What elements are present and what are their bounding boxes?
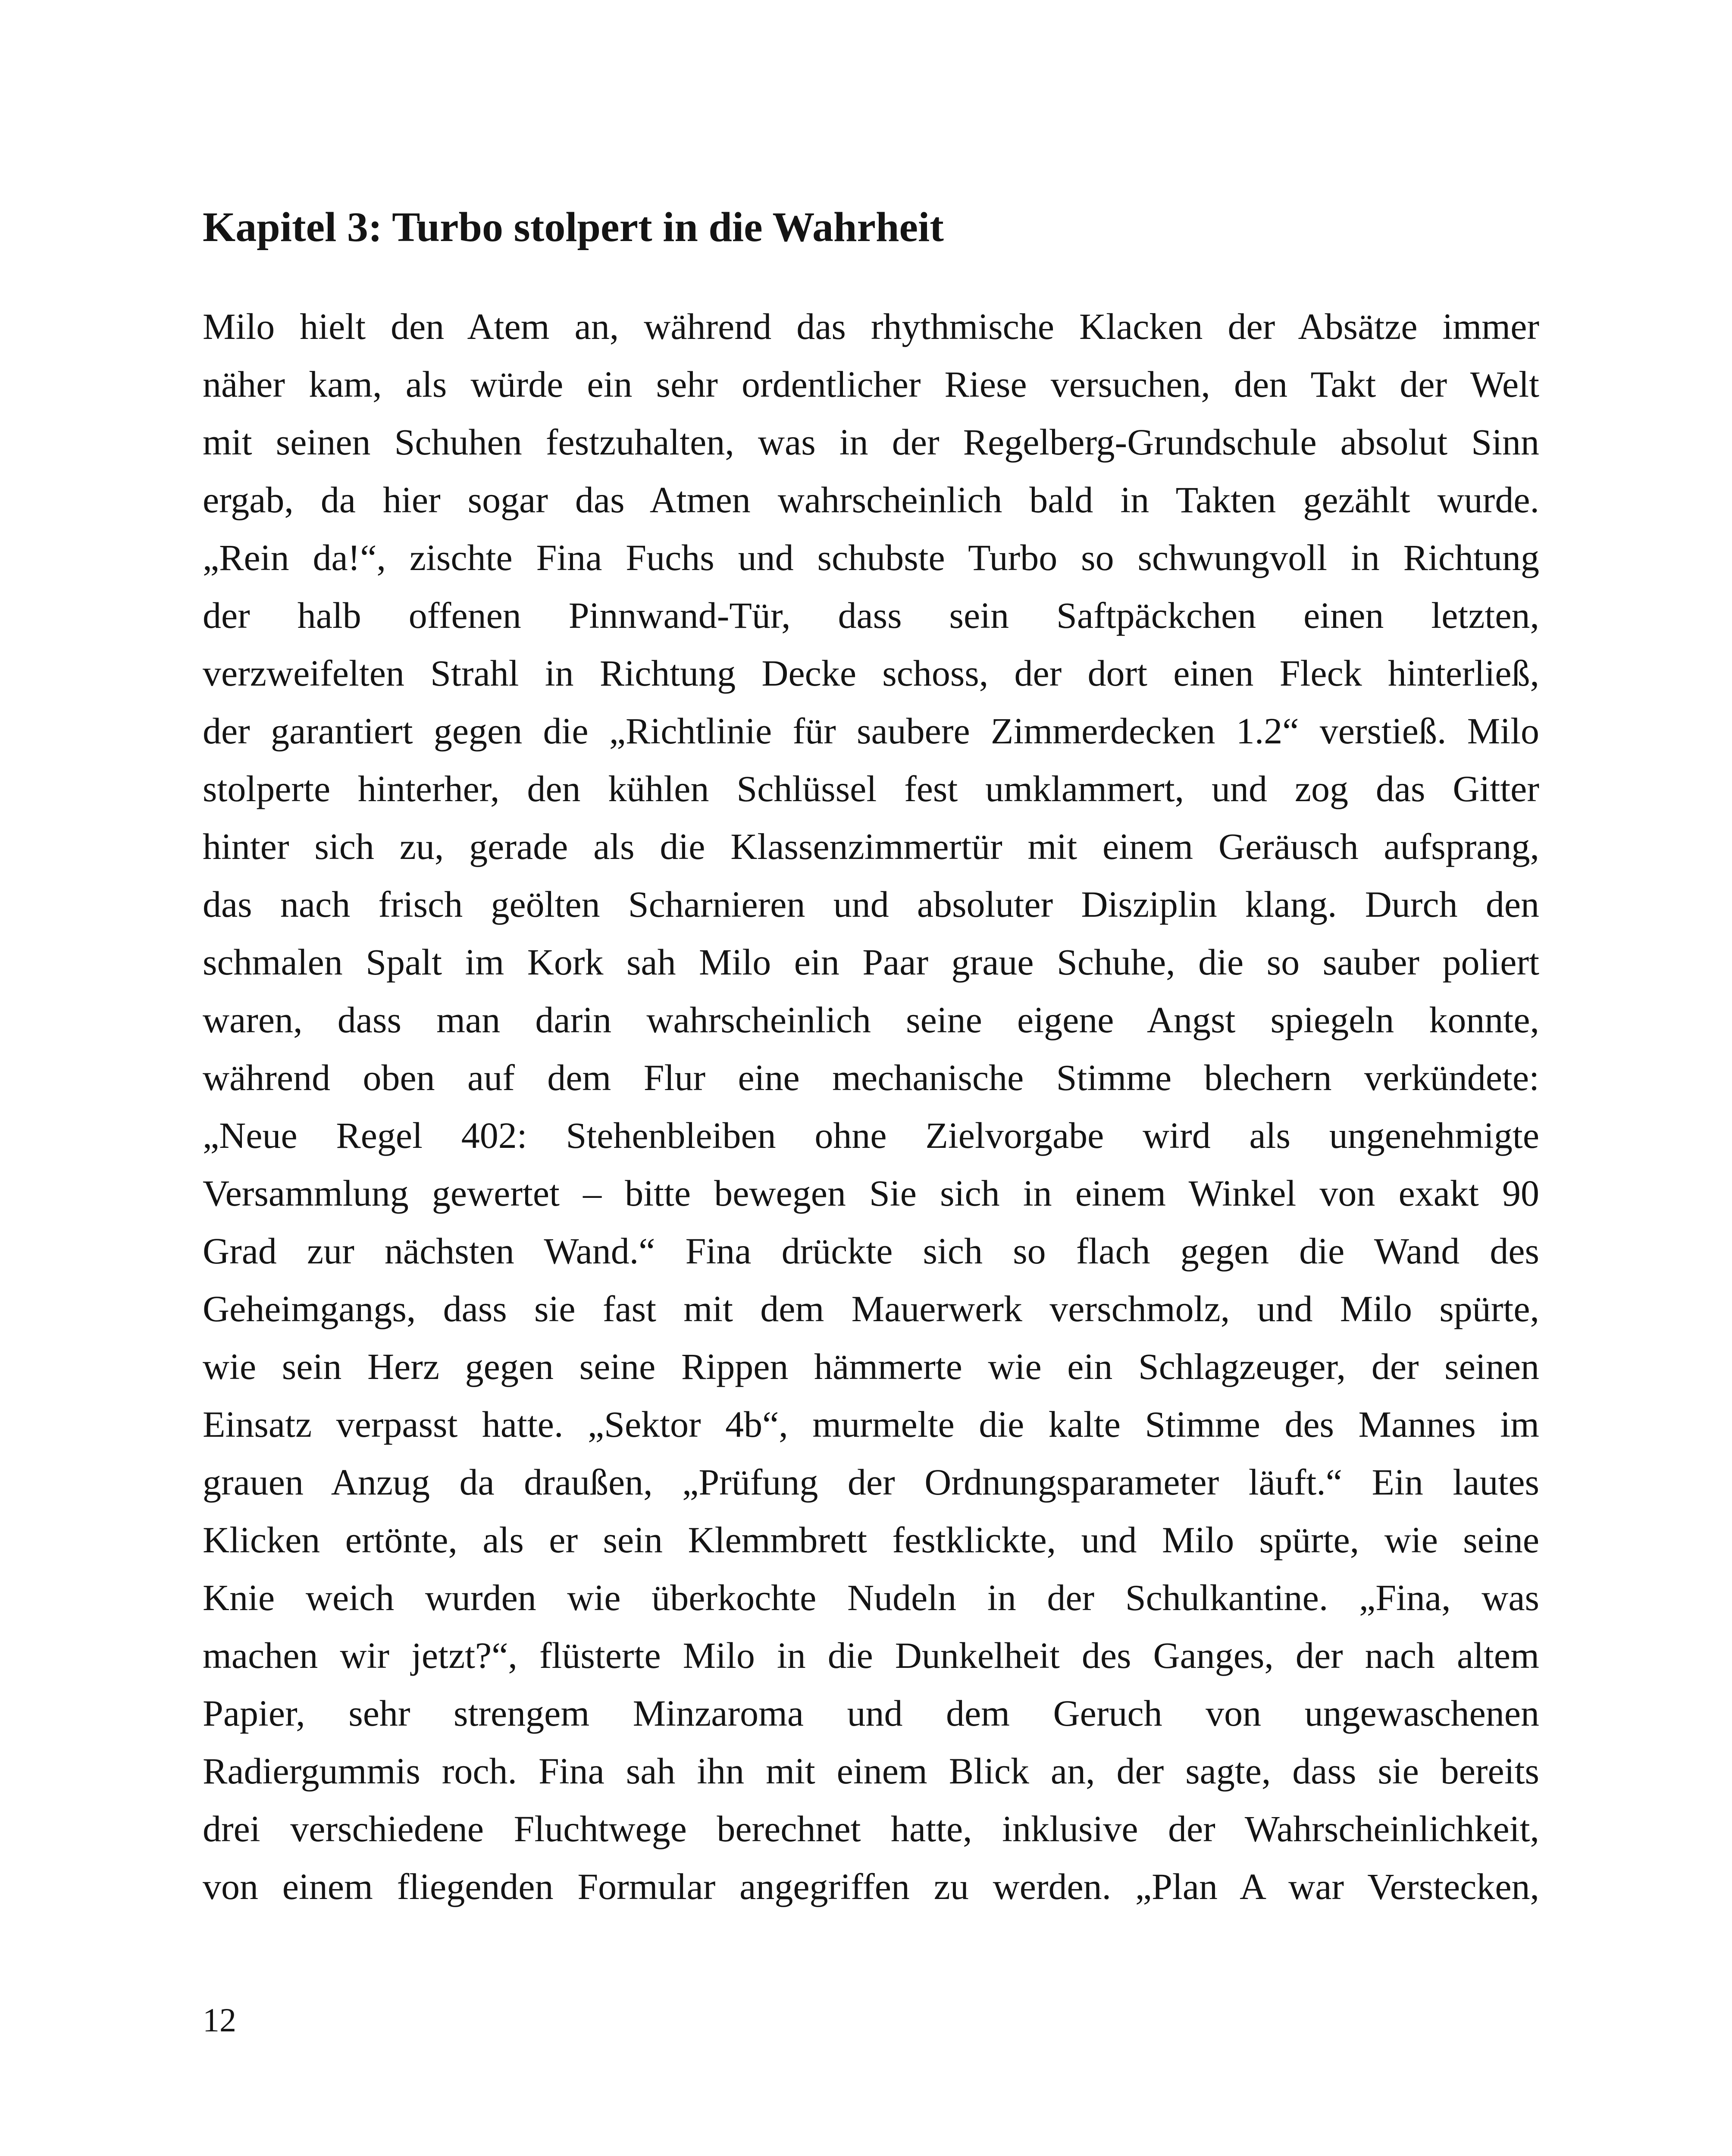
text-line: das nach frisch geölten Scharnieren und absoluter Disziplin klang. Durch den	[203, 884, 1539, 925]
text-line: „Rein da!“, zischte Fina Fuchs und schubste Turbo so schwungvoll in Richtung	[203, 537, 1539, 578]
text-line: der garantiert gegen die „Richtlinie für saubere Zimmerdecken 1.2“ verstieß. Milo	[203, 710, 1539, 752]
text-line: hinter sich zu, gerade als die Klassenzimmertür mit einem Geräusch aufsprang,	[203, 826, 1539, 867]
text-line: ergab, da hier sogar das Atmen wahrscheinlich bald in Takten gezählt wurde.	[203, 479, 1539, 520]
text-line: waren, dass man darin wahrscheinlich seine eigene Angst spiegeln konnte,	[203, 999, 1539, 1040]
chapter-title: Kapitel 3: Turbo stolpert in die Wahrheit	[203, 204, 944, 251]
text-line: Papier, sehr strengem Minzaroma und dem Geruch von ungewaschenen	[203, 1692, 1539, 1734]
text-line: Milo hielt den Atem an, während das rhythmische Klacken der Absätze immer	[203, 306, 1539, 347]
text-line: stolperte hinterher, den kühlen Schlüssel fest umklammert, und zog das Gitter	[203, 768, 1539, 809]
text-line: Klicken ertönte, als er sein Klemmbrett festklickte, und Milo spürte, wie seine	[203, 1519, 1539, 1561]
text-line: Einsatz verpasst hatte. „Sektor 4b“, murmelte die kalte Stimme des Mannes im	[203, 1404, 1539, 1445]
text-line: von einem fliegenden Formular angegriffen zu werden. „Plan A war Verstecken,	[203, 1866, 1539, 1907]
text-line: Geheimgangs, dass sie fast mit dem Mauerwerk verschmolz, und Milo spürte,	[203, 1288, 1539, 1329]
text-line: verzweifelten Strahl in Richtung Decke schoss, der dort einen Fleck hinterließ,	[203, 652, 1539, 694]
text-line: Versammlung gewertet – bitte bewegen Sie sich in einem Winkel von exakt 90	[203, 1172, 1539, 1214]
text-line: machen wir jetzt?“, flüsterte Milo in die Dunkelheit des Ganges, der nach altem	[203, 1635, 1539, 1676]
text-line: „Neue Regel 402: Stehenbleiben ohne Zielvorgabe wird als ungenehmigte	[203, 1115, 1539, 1156]
text-line: der halb offenen Pinnwand-Tür, dass sein Saftpäckchen einen letzten,	[203, 595, 1539, 636]
body-paragraph	[203, 298, 1539, 1915]
text-line: mit seinen Schuhen festzuhalten, was in der Regelberg-Grundschule absolut Sinn	[203, 421, 1539, 463]
text-line: wie sein Herz gegen seine Rippen hämmerte wie ein Schlagzeuger, der seinen	[203, 1346, 1539, 1387]
text-line: während oben auf dem Flur eine mechanische Stimme blechern verkündete:	[203, 1057, 1539, 1098]
text-line: Knie weich wurden wie überkochte Nudeln in der Schulkantine. „Fina, was	[203, 1577, 1539, 1618]
text-line: drei verschiedene Fluchtwege berechnet hatte, inklusive der Wahrscheinlichkeit,	[203, 1808, 1539, 1849]
text-line: grauen Anzug da draußen, „Prüfung der Ordnungsparameter läuft.“ Ein lautes	[203, 1461, 1539, 1503]
text-line: schmalen Spalt im Kork sah Milo ein Paar graue Schuhe, die so sauber poliert	[203, 941, 1539, 983]
text-line: Radiergummis roch. Fina sah ihn mit einem Blick an, der sagte, dass sie bereits	[203, 1750, 1539, 1792]
text-line: Grad zur nächsten Wand.“ Fina drückte sich so flach gegen die Wand des	[203, 1230, 1539, 1272]
text-line: näher kam, als würde ein sehr ordentlicher Riese versuchen, den Takt der Welt	[203, 364, 1539, 405]
page-number: 12	[203, 2001, 236, 2039]
